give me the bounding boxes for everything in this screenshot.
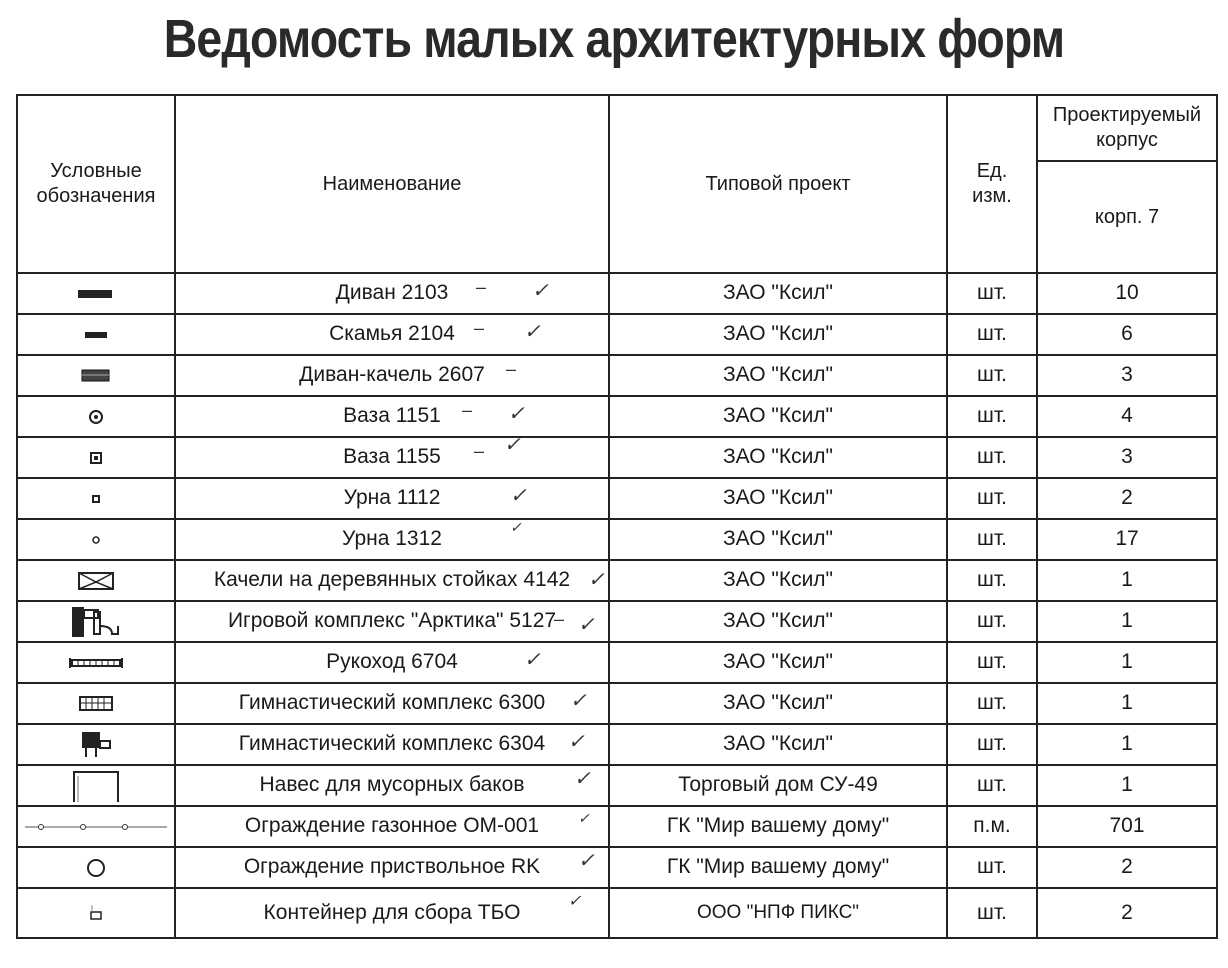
gym-complex-2-icon — [76, 729, 116, 761]
name-cell — [175, 396, 609, 437]
check-mark: ✓ — [524, 319, 541, 343]
symbol-cell — [17, 519, 175, 560]
symbol-cell — [17, 601, 175, 642]
dash-mark: – — [506, 359, 517, 379]
table-row — [17, 642, 1217, 683]
item-name: Рукоход 6704 — [326, 650, 458, 674]
name-cell — [175, 437, 609, 478]
vase-round-icon — [86, 407, 106, 427]
symbol-cell — [17, 642, 175, 683]
symbol-cell — [17, 888, 175, 938]
symbol-cell — [17, 724, 175, 765]
table-row — [17, 355, 1217, 396]
document-title: Ведомость малых архитектурных форм — [163, 9, 1065, 69]
unit-cell: шт. — [947, 847, 1037, 888]
symbol-cell — [17, 683, 175, 724]
qty-cell: 1 — [1037, 642, 1217, 683]
unit-cell: шт. — [947, 437, 1037, 478]
qty-cell: 4 — [1037, 396, 1217, 437]
qty-cell: 701 — [1037, 806, 1217, 847]
name-cell — [175, 683, 609, 724]
dash-mark: – — [476, 277, 487, 297]
project-cell: ЗАО "Ксил" — [609, 355, 947, 396]
qty-cell: 3 — [1037, 355, 1217, 396]
item-name: Ограждение приствольное RK — [243, 855, 541, 879]
check-mark: ✓ — [524, 647, 541, 671]
project-cell: ЗАО "Ксил" — [609, 519, 947, 560]
item-name: Гимнастический комплекс 6300 — [238, 691, 546, 715]
header-building: корп. 7 — [1037, 161, 1217, 273]
name-cell — [175, 724, 609, 765]
check-mark: ✓ — [578, 811, 590, 827]
check-mark: ✓ — [510, 520, 522, 536]
check-mark: ✓ — [578, 848, 595, 872]
project-cell: ГК "Мир вашему дому" — [609, 806, 947, 847]
unit-cell: шт. — [947, 478, 1037, 519]
name-cell — [175, 478, 609, 519]
symbol-cell — [17, 273, 175, 314]
item-name: Диван 2103 — [335, 281, 449, 305]
symbol-cell — [17, 765, 175, 806]
canopy-icon — [66, 768, 126, 804]
name-cell — [175, 601, 609, 642]
name-cell — [175, 519, 609, 560]
symbol-cell — [17, 437, 175, 478]
header-symbol: Условные обозначения — [17, 95, 175, 273]
table-row — [17, 683, 1217, 724]
urn-round-icon — [90, 534, 102, 546]
check-mark: ✓ — [510, 483, 527, 507]
unit-cell: шт. — [947, 355, 1037, 396]
table-row — [17, 314, 1217, 355]
waste-container-icon — [88, 902, 104, 924]
swing-icon — [76, 570, 116, 592]
name-cell — [175, 642, 609, 683]
symbol-cell — [17, 355, 175, 396]
check-mark: ✓ — [568, 891, 582, 910]
project-cell: ЗАО "Ксил" — [609, 478, 947, 519]
item-name: Ваза 1155 — [343, 445, 441, 469]
item-name: Качели на деревянных стойках 4142 — [213, 568, 571, 592]
table-row — [17, 765, 1217, 806]
name-cell — [175, 888, 609, 938]
check-mark: ✓ — [532, 278, 549, 302]
dash-mark: – — [474, 318, 485, 338]
header-project: Типовой проект — [609, 95, 947, 273]
unit-cell: шт. — [947, 683, 1037, 724]
unit-cell: шт. — [947, 396, 1037, 437]
project-cell: Торговый дом СУ-49 — [609, 765, 947, 806]
name-cell — [175, 273, 609, 314]
qty-cell: 2 — [1037, 888, 1217, 938]
table-row — [17, 437, 1217, 478]
project-cell: ЗАО "Ксил" — [609, 437, 947, 478]
qty-cell: 2 — [1037, 847, 1217, 888]
name-cell — [175, 806, 609, 847]
project-cell: ГК "Мир вашему дому" — [609, 847, 947, 888]
unit-cell: шт. — [947, 888, 1037, 938]
symbol-cell — [17, 560, 175, 601]
urn-square-icon — [90, 493, 102, 505]
unit-cell: шт. — [947, 273, 1037, 314]
item-name: Ограждение газонное ОМ-001 — [244, 814, 540, 838]
name-cell — [175, 355, 609, 396]
project-cell: ЗАО "Ксил" — [609, 560, 947, 601]
qty-cell: 10 — [1037, 273, 1217, 314]
bench-icon — [81, 329, 111, 341]
check-mark: ✓ — [574, 766, 591, 790]
unit-cell: шт. — [947, 601, 1037, 642]
project-cell: ЗАО "Ксил" — [609, 273, 947, 314]
swing-sofa-icon — [79, 367, 113, 385]
check-mark: ✓ — [568, 729, 585, 753]
check-mark: ✓ — [570, 688, 587, 712]
project-cell: ЗАО "Ксил" — [609, 601, 947, 642]
unit-cell: шт. — [947, 560, 1037, 601]
item-name: Контейнер для сбора ТБО — [263, 900, 521, 924]
name-cell — [175, 560, 609, 601]
table-row — [17, 806, 1217, 847]
qty-cell: 3 — [1037, 437, 1217, 478]
table-row — [17, 560, 1217, 601]
item-name: Урна 1312 — [342, 527, 442, 551]
dash-mark: – — [474, 441, 485, 461]
vase-square-icon — [88, 450, 104, 466]
name-cell — [175, 765, 609, 806]
dash-mark: – — [462, 400, 473, 420]
qty-cell: 1 — [1037, 683, 1217, 724]
schedule-table — [16, 94, 1218, 939]
item-name: Навес для мусорных баков — [259, 773, 525, 797]
monkey-bars-icon — [66, 654, 126, 672]
play-complex-icon — [68, 604, 124, 640]
check-mark: ✓ — [588, 567, 605, 591]
project-cell: ЗАО "Ксил" — [609, 396, 947, 437]
table-row — [17, 478, 1217, 519]
project-cell: ЗАО "Ксил" — [609, 724, 947, 765]
table-row — [17, 847, 1217, 888]
unit-cell: п.м. — [947, 806, 1037, 847]
table-row — [17, 273, 1217, 314]
unit-cell: шт. — [947, 765, 1037, 806]
table-row — [17, 888, 1217, 938]
qty-cell: 1 — [1037, 601, 1217, 642]
header-unit: Ед. изм. — [947, 95, 1037, 273]
header-designed-building: Проектируемый корпус — [1037, 95, 1217, 161]
item-name: Игровой комплекс "Арктика" 5127 — [227, 609, 557, 633]
name-cell — [175, 847, 609, 888]
table-row — [17, 396, 1217, 437]
check-mark: ✓ — [578, 612, 595, 636]
qty-cell: 6 — [1037, 314, 1217, 355]
gym-complex-icon — [76, 694, 116, 714]
project-cell: ЗАО "Ксил" — [609, 683, 947, 724]
symbol-cell — [17, 396, 175, 437]
qty-cell: 2 — [1037, 478, 1217, 519]
item-name: Ваза 1151 — [343, 404, 441, 428]
table-row — [17, 601, 1217, 642]
unit-cell: шт. — [947, 724, 1037, 765]
qty-cell: 1 — [1037, 724, 1217, 765]
item-name: Скамья 2104 — [329, 322, 455, 346]
unit-cell: шт. — [947, 519, 1037, 560]
project-cell: ЗАО "Ксил" — [609, 642, 947, 683]
check-mark: ✓ — [508, 401, 525, 425]
unit-cell: шт. — [947, 314, 1037, 355]
symbol-cell — [17, 847, 175, 888]
lawn-fence-icon — [21, 821, 171, 833]
tree-guard-icon — [84, 856, 108, 880]
table-row — [17, 724, 1217, 765]
symbol-cell — [17, 478, 175, 519]
table-row — [17, 519, 1217, 560]
check-mark: ✓ — [504, 437, 521, 456]
unit-cell: шт. — [947, 642, 1037, 683]
symbol-cell — [17, 314, 175, 355]
name-cell — [175, 314, 609, 355]
qty-cell: 1 — [1037, 560, 1217, 601]
item-name: Урна 1112 — [343, 486, 441, 510]
symbol-cell — [17, 806, 175, 847]
item-name: Гимнастический комплекс 6304 — [238, 732, 546, 756]
item-name: Диван-качель 2607 — [299, 363, 485, 387]
project-cell: ЗАО "Ксил" — [609, 314, 947, 355]
qty-cell: 17 — [1037, 519, 1217, 560]
project-cell: ООО "НПФ ПИКС" — [609, 888, 947, 938]
sofa-icon — [76, 287, 116, 301]
header-name: Наименование — [175, 95, 609, 273]
dash-mark: – — [554, 609, 565, 629]
qty-cell: 1 — [1037, 765, 1217, 806]
